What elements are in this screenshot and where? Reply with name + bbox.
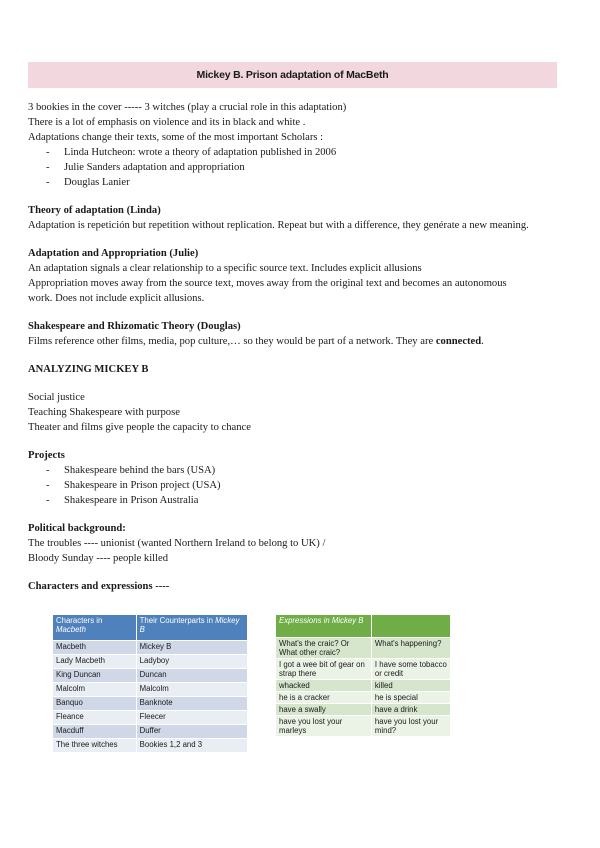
paragraph: Adaptation is repetición but repetition without replication. Repeat but with a difference, they genérate a new meaning. — [28, 220, 529, 231]
table-cell: killed — [371, 680, 450, 692]
rhizomatic-text: Films reference other films, media, pop culture,… so they would be part of a network. They are — [28, 336, 436, 347]
table-cell: Macbeth — [53, 641, 137, 655]
section-heading: Theory of adaptation (Linda) — [28, 205, 161, 216]
table-cell: Fleance — [53, 711, 137, 725]
table-cell: Bookies 1,2 and 3 — [136, 739, 247, 753]
section-heading: Adaptation and Appropriation (Julie) — [28, 248, 199, 259]
table-row — [53, 725, 248, 739]
table-cell: Fleecer — [136, 711, 247, 725]
section-heading: Projects — [28, 450, 65, 461]
table-cell: whacked — [276, 680, 372, 692]
list-item: - Shakespeare in Prison Australia — [28, 493, 568, 508]
table-cell: Malcolm — [53, 683, 137, 697]
table-header-row — [276, 615, 451, 638]
table-cell: I got a wee bit of gear on strap there — [276, 659, 372, 680]
table-row — [276, 692, 451, 704]
table-cell: he is special — [371, 692, 450, 704]
intro-line: Adaptations change their texts, some of the most important Scholars : — [28, 132, 324, 143]
table-row — [276, 716, 451, 737]
intro-line: There is a lot of emphasis on violence and its in black and white . — [28, 117, 306, 128]
list-item: - Shakespeare behind the bars (USA) — [28, 463, 568, 478]
section-heading: Political background: — [28, 523, 126, 534]
table-cell: Lady Macbeth — [53, 655, 137, 669]
table-cell: have a swally — [276, 704, 372, 716]
paragraph: An adaptation signals a clear relationship to a specific source text. Includes explicit allusions — [28, 263, 422, 274]
table-cell: Ladyboy — [136, 655, 247, 669]
table-cell: he is a cracker — [276, 692, 372, 704]
table-cell: Duncan — [136, 669, 247, 683]
table-cell: Mickey B — [136, 641, 247, 655]
paragraph: Appropriation moves away from the source text, moves away from the original text and becomes an autonomous — [28, 278, 507, 289]
scholars-list — [28, 145, 568, 190]
paragraph: Bloody Sunday ---- people killed — [28, 553, 169, 564]
table-row — [276, 638, 451, 659]
table-cell: have a drink — [371, 704, 450, 716]
analyzing-line: Theater and films give people the capacity to chance — [28, 422, 251, 433]
table-cell: Macduff — [53, 725, 137, 739]
table-row — [53, 711, 248, 725]
intro-line: 3 bookies in the cover ----- 3 witches (play a crucial role in this adaptation) — [28, 102, 347, 113]
emphasis-text: connected — [435, 336, 482, 347]
analyzing-line: Teaching Shakespeare with purpose — [28, 407, 180, 418]
paragraph — [28, 334, 568, 349]
punctuation: . — [481, 336, 484, 347]
list-item: - Shakespeare in Prison project (USA) — [28, 478, 568, 493]
table-header-cell: Their Counterparts in Mickey B — [136, 615, 247, 641]
table-header-row — [53, 615, 248, 641]
page-title — [28, 62, 557, 88]
table-cell: have you lost your marleys — [276, 716, 372, 737]
table-cell: The three witches — [53, 739, 137, 753]
table-row — [53, 655, 248, 669]
table-cell: What's happening? — [371, 638, 450, 659]
list-item: - Linda Hutcheon: wrote a theory of adaptation published in 2006 — [28, 145, 568, 160]
table-row — [276, 704, 451, 716]
table-cell: Duffer — [136, 725, 247, 739]
section-heading: Characters and expressions ---- — [28, 581, 170, 592]
table-cell: King Duncan — [53, 669, 137, 683]
table-cell: have you lost your mind? — [371, 716, 450, 737]
table-row — [53, 697, 248, 711]
page-title-text: Mickey B. Prison adaptation of MacBeth — [196, 69, 389, 81]
table-row — [276, 659, 451, 680]
characters-table — [52, 614, 248, 753]
expressions-table — [275, 614, 451, 737]
table-cell: I have some tobacco or credit — [371, 659, 450, 680]
section-heading: ANALYZING MICKEY B — [28, 364, 149, 375]
table-cell: What's the craic? Or What other craic? — [276, 638, 372, 659]
paragraph: work. Does not include explicit allusions. — [28, 293, 205, 304]
projects-list — [28, 463, 568, 508]
table-header-cell — [371, 615, 450, 638]
document-body — [28, 100, 568, 594]
analyzing-line: Social justice — [28, 392, 85, 403]
list-item: - Douglas Lanier — [28, 175, 568, 190]
table-row — [53, 669, 248, 683]
table-header-cell: Expressions in Mickey B — [276, 615, 372, 638]
table-cell: Malcolm — [136, 683, 247, 697]
table-cell: Banquo — [53, 697, 137, 711]
table-row — [53, 683, 248, 697]
table-row — [53, 641, 248, 655]
table-row — [53, 739, 248, 753]
table-cell: Banknote — [136, 697, 247, 711]
paragraph: The troubles ---- unionist (wanted Northern Ireland to belong to UK) / — [28, 538, 326, 549]
table-header-cell: Characters in Macbeth — [53, 615, 137, 641]
section-heading: Shakespeare and Rhizomatic Theory (Douglas) — [28, 321, 241, 332]
list-item: - Julie Sanders adaptation and appropriation — [28, 160, 568, 175]
table-row — [276, 680, 451, 692]
